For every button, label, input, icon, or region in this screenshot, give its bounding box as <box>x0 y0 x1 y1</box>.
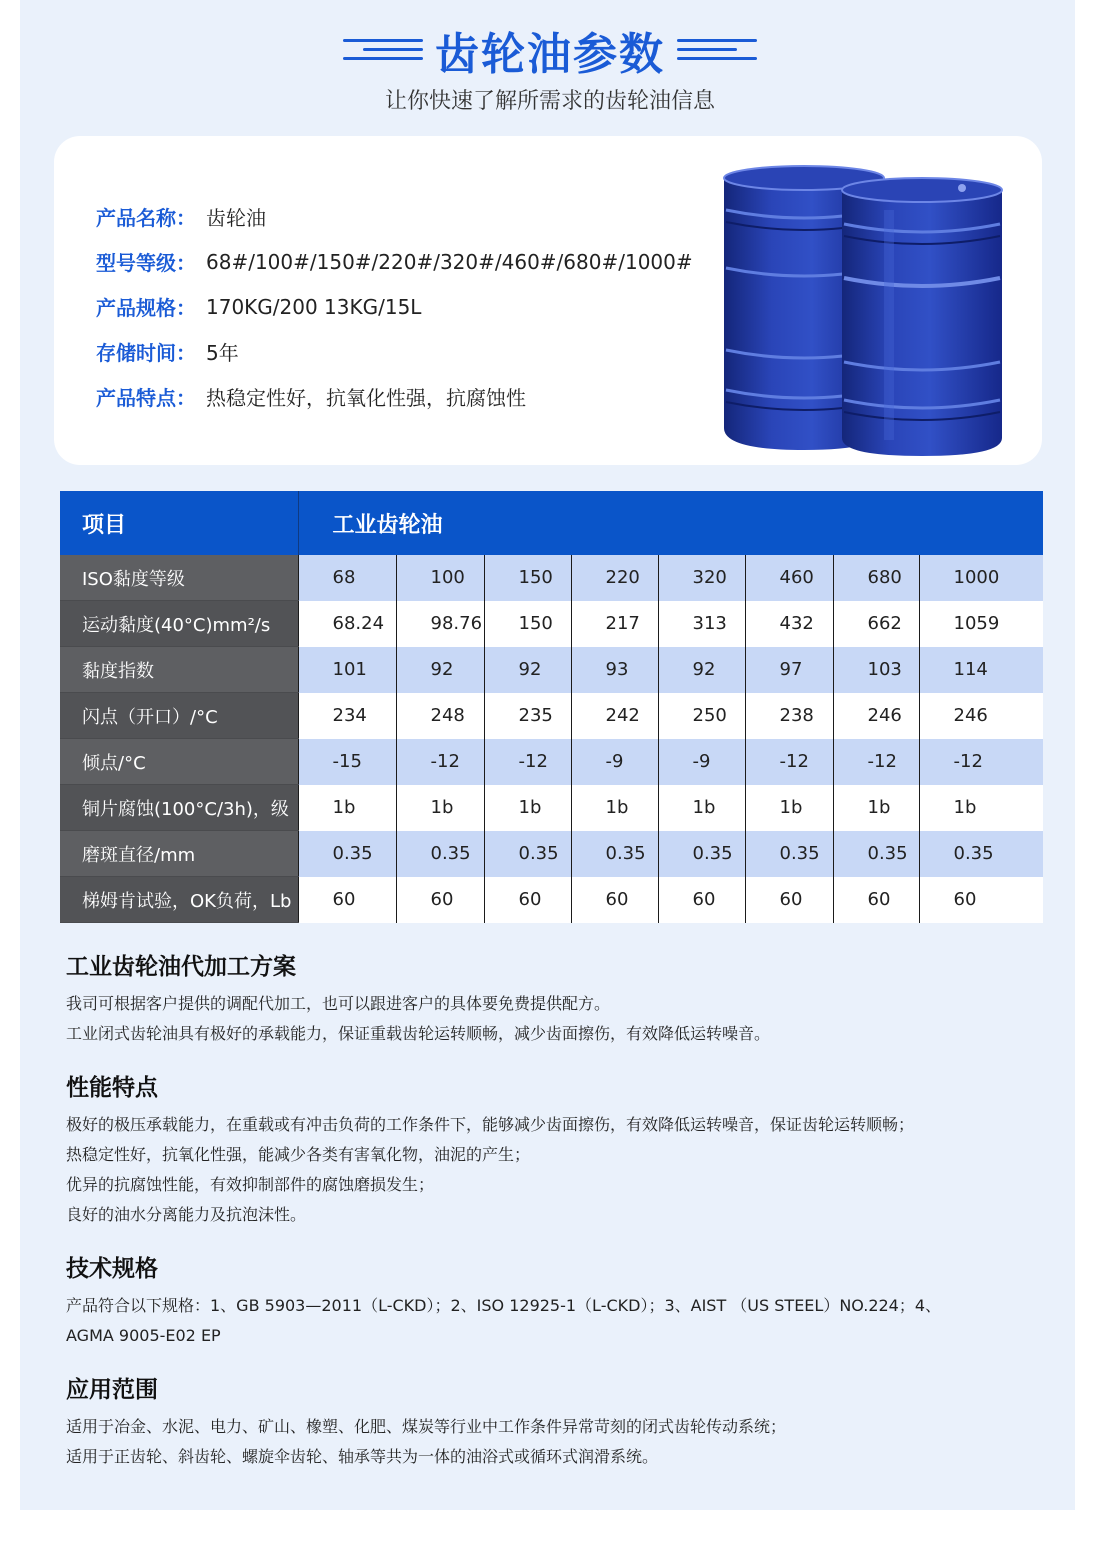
info-value: 齿轮油 <box>206 206 266 230</box>
product-info-list <box>96 194 693 419</box>
table-cell: 60 <box>484 877 571 923</box>
table-cell: 97 <box>745 647 833 693</box>
info-value: 170KG/200 13KG/15L <box>206 294 422 319</box>
section-paragraph: 工业闭式齿轮油具有极好的承载能力，保证重载齿轮运转顺畅，减少齿面擦伤，有效降低运转噪音。 <box>66 1024 771 1043</box>
table-cell: 460 <box>745 555 833 601</box>
row-label: 梯姆肯试验，OK负荷，Lb <box>60 877 298 923</box>
table-body <box>60 555 1043 923</box>
table-cell: -12 <box>745 739 833 785</box>
section-paragraph: AGMA 9005-E02 EP <box>66 1326 221 1345</box>
content-section <box>66 1069 1046 1230</box>
info-key: 产品规格： <box>96 296 196 320</box>
table-cell: 432 <box>745 601 833 647</box>
info-value: 热稳定性好，抗氧化性强，抗腐蚀性 <box>206 386 526 410</box>
table-cell: 98.76 <box>396 601 484 647</box>
barrel-front <box>842 178 1002 456</box>
table-row <box>60 555 1043 601</box>
section-paragraph: 适用于正齿轮、斜齿轮、螺旋伞齿轮、轴承等共为一体的油浴式或循环式润滑系统。 <box>66 1447 659 1466</box>
table-cell: 0.35 <box>658 831 745 877</box>
row-label: 黏度指数 <box>60 647 298 693</box>
info-key: 产品名称： <box>96 206 196 230</box>
section-paragraph: 优异的抗腐蚀性能，有效抑制部件的腐蚀磨损发生； <box>66 1175 435 1194</box>
table-cell: 1b <box>298 785 396 831</box>
table-cell: 0.35 <box>484 831 571 877</box>
page-subtitle: 让你快速了解所需求的齿轮油信息 <box>384 89 715 114</box>
title-right-decoration <box>677 39 757 61</box>
table-cell: 242 <box>571 693 658 739</box>
table-cell: 1b <box>484 785 571 831</box>
table-cell: -12 <box>833 739 919 785</box>
oil-barrels-image <box>714 150 1014 456</box>
table-cell: 248 <box>396 693 484 739</box>
table-row <box>60 647 1043 693</box>
table-row <box>60 877 1043 923</box>
table-cell: 0.35 <box>919 831 1043 877</box>
table-cell: 103 <box>833 647 919 693</box>
table-cell: 1000 <box>919 555 1043 601</box>
table-cell: 234 <box>298 693 396 739</box>
table-cell: 313 <box>658 601 745 647</box>
table-cell: 60 <box>571 877 658 923</box>
table-cell: 101 <box>298 647 396 693</box>
section-paragraph: 良好的油水分离能力及抗泡沫性。 <box>66 1205 307 1224</box>
table-cell: 150 <box>484 555 571 601</box>
table-cell: 1b <box>571 785 658 831</box>
row-label: 运动黏度(40°C)mm²/s <box>60 601 298 647</box>
table-cell: -9 <box>571 739 658 785</box>
page-title: 齿轮油参数 <box>435 29 665 80</box>
table-cell: 1b <box>833 785 919 831</box>
table-cell: 217 <box>571 601 658 647</box>
table-row <box>60 693 1043 739</box>
table-cell: -15 <box>298 739 396 785</box>
table-cell: 246 <box>919 693 1043 739</box>
section-title: 性能特点 <box>66 1075 158 1101</box>
table-cell: 246 <box>833 693 919 739</box>
table-cell: 1059 <box>919 601 1043 647</box>
table-header-row <box>60 491 1043 555</box>
table-cell: -12 <box>484 739 571 785</box>
table-cell: 68 <box>298 555 396 601</box>
info-key: 型号等级： <box>96 251 196 275</box>
product-info-card <box>54 136 1042 465</box>
info-key: 存储时间： <box>96 341 196 365</box>
table-cell: 235 <box>484 693 571 739</box>
product-info-row <box>96 194 693 239</box>
table-cell: 60 <box>919 877 1043 923</box>
row-label: 倾点/°C <box>60 739 298 785</box>
table-cell: 250 <box>658 693 745 739</box>
table-cell: -12 <box>919 739 1043 785</box>
section-title: 技术规格 <box>66 1256 158 1282</box>
spec-table <box>60 491 1043 923</box>
title-left-decoration <box>343 39 423 61</box>
table-cell: 0.35 <box>298 831 396 877</box>
table-cell: 68.24 <box>298 601 396 647</box>
table-cell: 0.35 <box>833 831 919 877</box>
table-cell: 92 <box>396 647 484 693</box>
row-label: ISO黏度等级 <box>60 555 298 601</box>
table-header-label: 项目 <box>60 491 298 555</box>
section-paragraph: 产品符合以下规格：1、GB 5903—2011（L-CKD）；2、ISO 12925-1（L-CKD）；3、AIST （US STEEL）NO.224；4、 <box>66 1296 942 1315</box>
table-cell: 238 <box>745 693 833 739</box>
content-sections <box>66 948 1046 1492</box>
section-paragraph: 热稳定性好，抗氧化性强，能减少各类有害氧化物，油泥的产生； <box>66 1145 531 1164</box>
table-cell: 60 <box>298 877 396 923</box>
table-row <box>60 831 1043 877</box>
product-info-row <box>96 284 693 329</box>
info-value: 68#/100#/150#/220#/320#/460#/680#/1000# <box>206 249 693 274</box>
table-row <box>60 785 1043 831</box>
table-cell: 0.35 <box>396 831 484 877</box>
table-cell: 60 <box>396 877 484 923</box>
table-cell: 662 <box>833 601 919 647</box>
table-header-title: 工业齿轮油 <box>298 491 1043 555</box>
table-cell: 100 <box>396 555 484 601</box>
table-cell: 680 <box>833 555 919 601</box>
table-cell: 320 <box>658 555 745 601</box>
section-title: 工业齿轮油代加工方案 <box>66 954 296 980</box>
section-paragraph: 极好的极压承载能力，在重载或有冲击负荷的工作条件下，能够减少齿面擦伤，有效降低运转噪音，保证齿轮运转顺畅； <box>66 1115 915 1134</box>
product-info-row <box>96 239 693 284</box>
table-cell: 1b <box>658 785 745 831</box>
content-section <box>66 1371 1046 1472</box>
product-info-row <box>96 374 693 419</box>
table-cell: 93 <box>571 647 658 693</box>
section-title: 应用范围 <box>66 1377 158 1403</box>
table-cell: 60 <box>745 877 833 923</box>
table-cell: -12 <box>396 739 484 785</box>
info-value: 5年 <box>206 341 239 365</box>
table-row <box>60 601 1043 647</box>
table-cell: 220 <box>571 555 658 601</box>
section-paragraph: 适用于冶金、水泥、电力、矿山、橡塑、化肥、煤炭等行业中工作条件异常苛刻的闭式齿轮传动系统； <box>66 1417 787 1436</box>
content-section <box>66 948 1046 1049</box>
row-label: 铜片腐蚀(100°C/3h)，级 <box>60 785 298 831</box>
table-cell: 0.35 <box>571 831 658 877</box>
table-cell: 1b <box>919 785 1043 831</box>
table-cell: 92 <box>484 647 571 693</box>
table-cell: 114 <box>919 647 1043 693</box>
table-cell: 60 <box>658 877 745 923</box>
table-cell: 92 <box>658 647 745 693</box>
product-info-row <box>96 329 693 374</box>
content-section <box>66 1250 1046 1351</box>
table-cell: 60 <box>833 877 919 923</box>
page-header <box>0 18 1100 82</box>
info-key: 产品特点： <box>96 386 196 410</box>
section-paragraph: 我司可根据客户提供的调配代加工，也可以跟进客户的具体要免费提供配方。 <box>66 994 611 1013</box>
table-row <box>60 739 1043 785</box>
table-cell: 1b <box>745 785 833 831</box>
row-label: 闪点（开口）/°C <box>60 693 298 739</box>
table-cell: 150 <box>484 601 571 647</box>
table-cell: -9 <box>658 739 745 785</box>
table-cell: 1b <box>396 785 484 831</box>
row-label: 磨斑直径/mm <box>60 831 298 877</box>
table-cell: 0.35 <box>745 831 833 877</box>
